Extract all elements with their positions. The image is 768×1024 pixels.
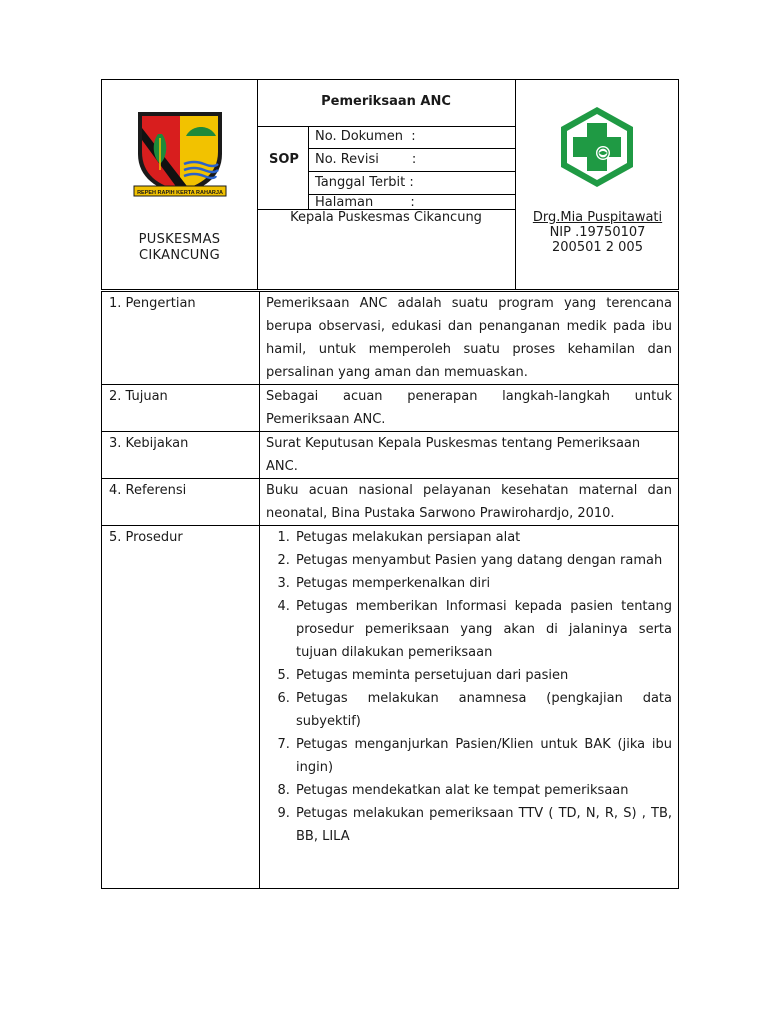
section-label: 2. Tujuan (102, 385, 260, 432)
section-content: Pemeriksaan ANC adalah suatu program yang terencana berupa observasi, edukasi dan penanganan medik pada ibu hamil, untuk memperoleh suatu proses kehamilan dan persalinan yang aman dan memuaskan. (260, 292, 679, 385)
section-content: Sebagai acuan penerapan langkah-langkah untuk Pemeriksaan ANC. (260, 385, 679, 432)
list-item: 1. Petugas melakukan persiapan alat (294, 526, 672, 549)
list-item: 6. Petugas melakukan anamnesa (pengkajian data subyektif) (294, 687, 672, 733)
field-no-dokumen: No. Dokumen : (315, 129, 416, 144)
puskesmas-name: PUSKESMAS CIKANCUNG (138, 232, 221, 263)
table-row (102, 432, 679, 479)
sop-header (101, 79, 679, 290)
list-item: 3. Petugas memperkenalkan diri (294, 572, 672, 595)
table-row (102, 385, 679, 432)
section-content (260, 526, 679, 889)
header-divider (515, 80, 516, 289)
section-content: Surat Keputusan Kepala Puskesmas tentang Pemeriksaan ANC. (260, 432, 679, 479)
header-divider (257, 126, 515, 127)
list-item: 5. Petugas meminta persetujuan dari pasien (294, 664, 672, 687)
header-divider (308, 171, 515, 172)
sop-label: SOP (269, 152, 299, 167)
list-item: 8. Petugas mendekatkan alat ke tempat pemeriksaan (294, 779, 672, 802)
procedure-list (266, 526, 672, 848)
kabupaten-bandung-emblem (132, 108, 228, 204)
signer-block (515, 210, 680, 255)
table-row (102, 526, 679, 889)
table-row (102, 292, 679, 385)
section-content: Buku acuan nasional pelayanan kesehatan maternal dan neonatal, Bina Pustaka Sarwono Prawirohardjo, 2010. (260, 479, 679, 526)
puskesmas-logo (557, 105, 637, 189)
table-row (102, 479, 679, 526)
section-label: 1. Pengertian (102, 292, 260, 385)
header-divider (308, 126, 309, 209)
field-no-revisi: No. Revisi : (315, 152, 417, 167)
section-label: 5. Prosedur (102, 526, 260, 889)
signer-nip: NIP .19750107 (549, 225, 646, 240)
signer-nip: 200501 2 005 (552, 240, 643, 255)
header-divider (308, 148, 515, 149)
list-item: 7. Petugas menganjurkan Pasien/Klien untuk BAK (jika ibu ingin) (294, 733, 672, 779)
list-item: 2. Petugas menyambut Pasien yang datang dengan ramah (294, 549, 672, 572)
sop-content-table (101, 291, 679, 889)
section-label: 4. Referensi (102, 479, 260, 526)
list-item: 4. Petugas memberikan Informasi kepada pasien tentang prosedur pemeriksaan yang akan di jalaninya serta tujuan dilakukan pemeriksaan (294, 595, 672, 664)
approver-title: Kepala Puskesmas Cikancung (290, 210, 482, 225)
section-label: 3. Kebijakan (102, 432, 260, 479)
signer-name: Drg.Mia Puspitawati (532, 210, 663, 225)
list-item: 9. Petugas melakukan pemeriksaan TTV ( TD, N, R, S) , TB, BB, LILA (294, 802, 672, 848)
document-title: Pemeriksaan ANC (321, 94, 451, 109)
field-halaman: Halaman : (315, 195, 415, 210)
logo-motto: REPEH RAPIH KERTA RAHARJA (137, 190, 223, 196)
field-tanggal-terbit: Tanggal Terbit : (315, 175, 414, 190)
header-divider (257, 80, 258, 289)
